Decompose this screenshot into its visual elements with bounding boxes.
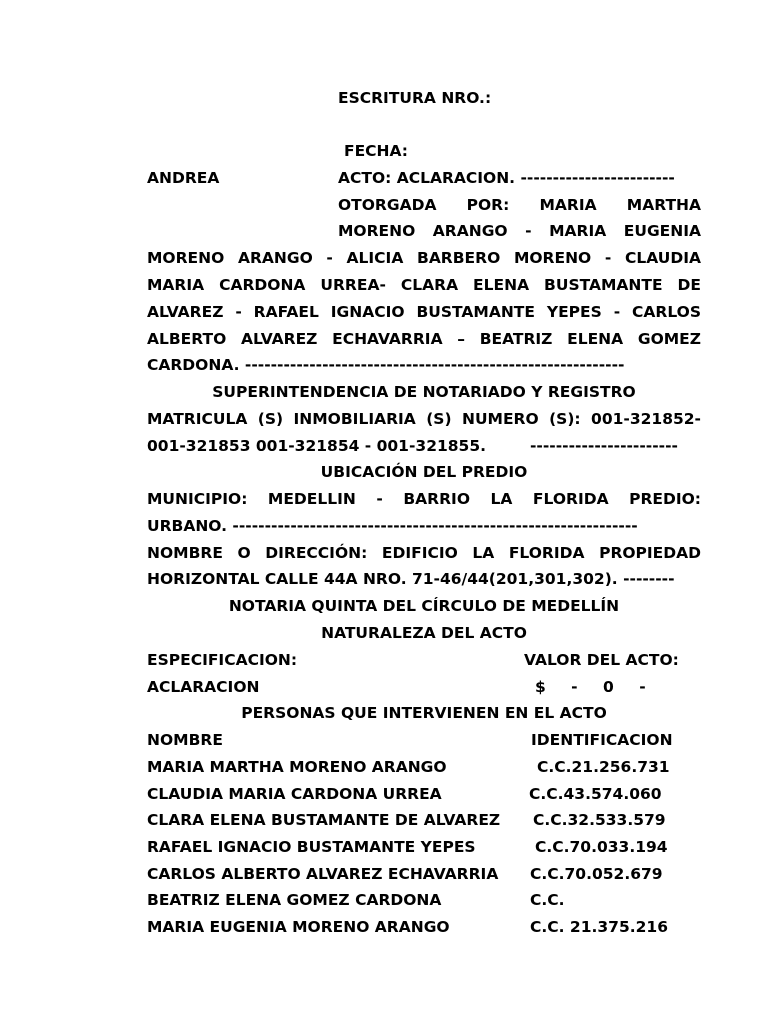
otorgada-line: MORENO ARANGO - MARIA EUGENIA [338, 222, 701, 240]
otorgada-line: ALVAREZ - RAFAEL IGNACIO BUSTAMANTE YEPES - CARLOS [147, 303, 701, 321]
acto-line: ACTO: ACLARACION. ------------------------ [338, 169, 675, 187]
especificacion-value: ACLARACION [147, 678, 260, 696]
especificacion-header: ESPECIFICACION: [147, 651, 298, 669]
personas-title: PERSONAS QUE INTERVIENEN EN EL ACTO [241, 704, 607, 722]
persona-id: C.C. [530, 891, 565, 909]
urbano-line: URBANO. --------------------------------------------------------------- [147, 517, 638, 535]
persona-id: C.C.43.574.060 [529, 785, 662, 803]
otorgada-line: OTORGADA POR: MARIA MARTHA [338, 196, 701, 214]
matricula-dash: ----------------------- [530, 437, 678, 455]
notaria-title: NOTARIA QUINTA DEL CÍRCULO DE MEDELLÍN [228, 597, 620, 615]
direccion-line: HORIZONTAL CALLE 44A NRO. 71-46/44(201,301,302). -------- [147, 570, 675, 588]
persona-id: C.C.21.256.731 [537, 758, 670, 776]
fecha-label: FECHA: [344, 142, 409, 160]
persona-id: C.C. 21.375.216 [530, 918, 668, 936]
valor-header: VALOR DEL ACTO: [524, 651, 679, 669]
persona-nombre: CLAUDIA MARIA CARDONA URREA [147, 785, 442, 803]
escritura-number-label: ESCRITURA NRO.: [338, 89, 492, 107]
attorney-name: ANDREA [147, 169, 220, 187]
otorgada-line: CARDONA. ----------------------------------------------------------- [147, 356, 625, 374]
matricula-line: 001-321853 001-321854 - 001-321855. [147, 437, 487, 455]
ubicacion-title: UBICACIÓN DEL PREDIO [320, 463, 528, 481]
registro-title: SUPERINTENDENCIA DE NOTARIADO Y REGISTRO [212, 383, 636, 401]
persona-id: C.C.70.033.194 [535, 838, 668, 856]
municipio-line: MUNICIPIO: MEDELLIN - BARRIO LA FLORIDA PREDIO: [147, 490, 701, 508]
persona-id: C.C.32.533.579 [533, 811, 666, 829]
otorgada-line: ALBERTO ALVAREZ ECHAVARRIA – BEATRIZ ELENA GOMEZ [147, 330, 701, 348]
otorgada-line: MORENO ARANGO - ALICIA BARBERO MORENO - CLAUDIA [147, 249, 701, 267]
identificacion-header: IDENTIFICACION [531, 731, 673, 749]
persona-id: C.C.70.052.679 [530, 865, 663, 883]
persona-nombre: CLARA ELENA BUSTAMANTE DE ALVAREZ [147, 811, 501, 829]
nombre-header: NOMBRE [147, 731, 223, 749]
otorgada-line: MARIA CARDONA URREA- CLARA ELENA BUSTAMANTE DE [147, 276, 701, 294]
persona-nombre: BEATRIZ ELENA GOMEZ CARDONA [147, 891, 442, 909]
valor-value: $ - 0 - [535, 678, 646, 696]
naturaleza-title: NATURALEZA DEL ACTO [321, 624, 527, 642]
persona-nombre: RAFAEL IGNACIO BUSTAMANTE YEPES [147, 838, 476, 856]
persona-nombre: MARIA MARTHA MORENO ARANGO [147, 758, 447, 776]
persona-nombre: CARLOS ALBERTO ALVAREZ ECHAVARRIA [147, 865, 499, 883]
direccion-line: NOMBRE O DIRECCIÓN: EDIFICIO LA FLORIDA PROPIEDAD [147, 544, 701, 562]
persona-nombre: MARIA EUGENIA MORENO ARANGO [147, 918, 450, 936]
matricula-line: MATRICULA (S) INMOBILIARIA (S) NUMERO (S): 001-321852- [147, 410, 701, 428]
